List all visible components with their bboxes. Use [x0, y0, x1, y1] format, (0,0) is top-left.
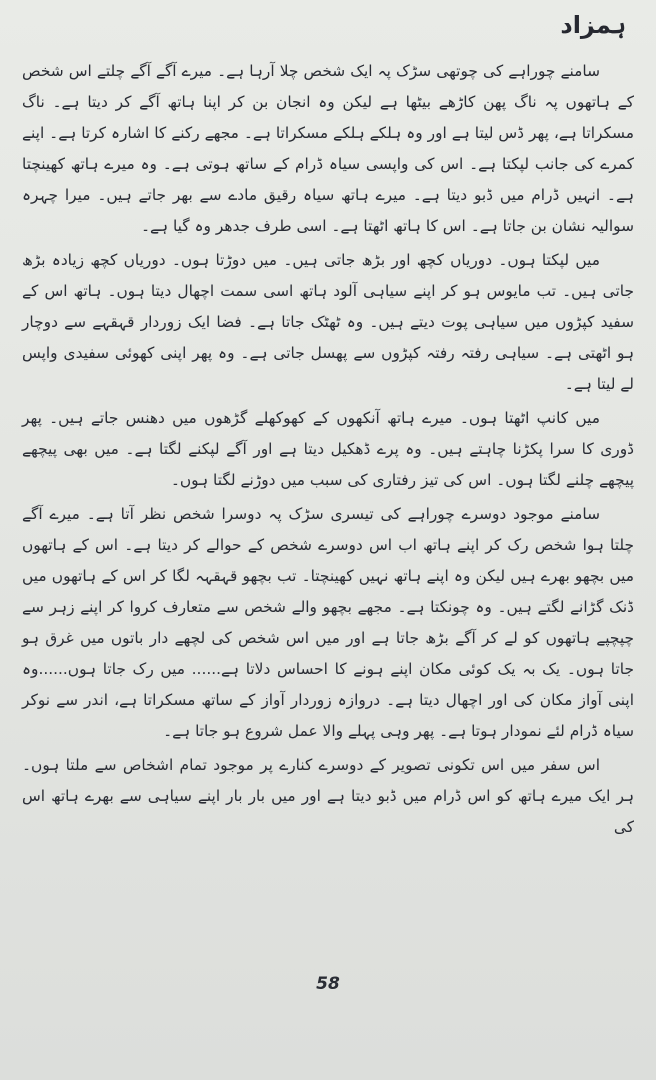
paragraph: سامنے چوراہے کی چوتھی سڑک پہ ایک شخص چلا آرہا ہے۔ میرے آگے آگے چلتے اس شخص کے ہاتھوں پہ ناگ پھن کاڑھے بیٹھا ہے لیکن وہ انجان بن کر اپنا ہاتھ آگے کر دیتا ہے۔ ناگ مسکراتا ہے، پھر ڈس لیتا ہے اور وہ ہلکے ہلکے مسکراتا ہے۔ مجھے رکنے کا اشارہ کرتا ہے۔ اپنے کمرے کی جانب لپکتا ہے۔ اس کی واپسی سیاہ ڈرام کے ساتھ ہوتی ہے۔ وہ میرے ہاتھ کھینچتا ہے۔ انہیں ڈرام میں ڈبو دیتا ہے۔ میرے ہاتھ سیاہ رقیق مادے سے بھر جاتے ہیں۔ میرا چہرہ سوالیہ نشان بن جاتا ہے۔ اس کا ہاتھ اٹھتا ہے۔ اسی طرف جدھر وہ گیا ہے۔ — [22, 62, 634, 235]
paragraph: سامنے موجود دوسرے چوراہے کی تیسری سڑک پہ دوسرا شخص نظر آتا ہے۔ میرے آگے چلتا ہوا شخص رک کر اپنے ہاتھ اب اس دوسرے شخص کے حوالے کر دیتا ہے۔ اس کے ہاتھوں میں بچھو بھرے ہیں لیکن وہ اپنے ہاتھ نہیں کھینچتا۔ تب بچھو قہقہہ لگا کر اس کے ہاتھوں میں ڈنک گڑانے لگتے ہیں۔ وہ چونکتا ہے۔ مجھے بچھو والے شخص سے متعارف کروا کر اپنے زہر سے چپچپے ہاتھوں کو لے کر آگے بڑھ جاتا ہے اور میں اس شخص کی لچھے دار باتوں میں غرق ہو جاتا ہوں۔ یک بہ یک کوئی مکان اپنے ہونے کا احساس دلاتا ہے...... میں رک جاتا ہوں......وہ اپنی آواز مکان کی اور اچھال دیتا ہے۔ دروازہ زوردار آواز کے ساتھ مسکراتا ہے، اندر سے نوکر سیاہ ڈرام لئے نمودار ہوتا ہے۔ پھر وہی پہلے والا عمل شروع ہو جاتا ہے۔ — [22, 505, 634, 740]
page-title: ہمزاد — [560, 11, 626, 39]
story-text — [22, 56, 634, 846]
paragraph: اس سفر میں اس تکونی تصویر کے دوسرے کنارے پر موجود تمام اشخاص سے ملتا ہوں۔ ہر ایک میرے ہاتھ کو اس ڈرام میں ڈبو دیتا ہے اور میں بار بار اپنے سیاہی سے بھرے ہاتھ اس کی — [22, 756, 634, 836]
page-number: 58 — [316, 974, 340, 994]
paragraph: میں لپکتا ہوں۔ دوریاں کچھ اور بڑھ جاتی ہیں۔ میں دوڑتا ہوں۔ دوریاں کچھ زیادہ بڑھ جاتی ہیں۔ تب مایوس ہو کر اپنے سیاہی آلود ہاتھ اسی سمت اچھال دیتا ہوں۔ ہاتھ اس کے سفید کپڑوں میں سیاہی پوت دیتے ہیں۔ وہ ٹھٹک جاتا ہے۔ فضا ایک زوردار قہقہے سے دوچار ہو اٹھتی ہے۔ سیاہی رفتہ رفتہ کپڑوں سے پھسل جاتی ہے۔ وہ پھر اپنی کھوئی سفیدی واپس لے لیتا ہے۔ — [22, 251, 634, 393]
paragraph: میں کانپ اٹھتا ہوں۔ میرے ہاتھ آنکھوں کے کھوکھلے گڑھوں میں دھنس جاتے ہیں۔ پھر ڈوری کا سرا پکڑنا چاہتے ہیں۔ وہ پرے ڈھکیل دیتا ہے اور آگے لپکنے لگتا ہے۔ میں بھی پیچھے پیچھے چلنے لگتا ہوں۔ اس کی تیز رفتاری کی سبب میں دوڑنے لگتا ہوں۔ — [22, 409, 634, 489]
